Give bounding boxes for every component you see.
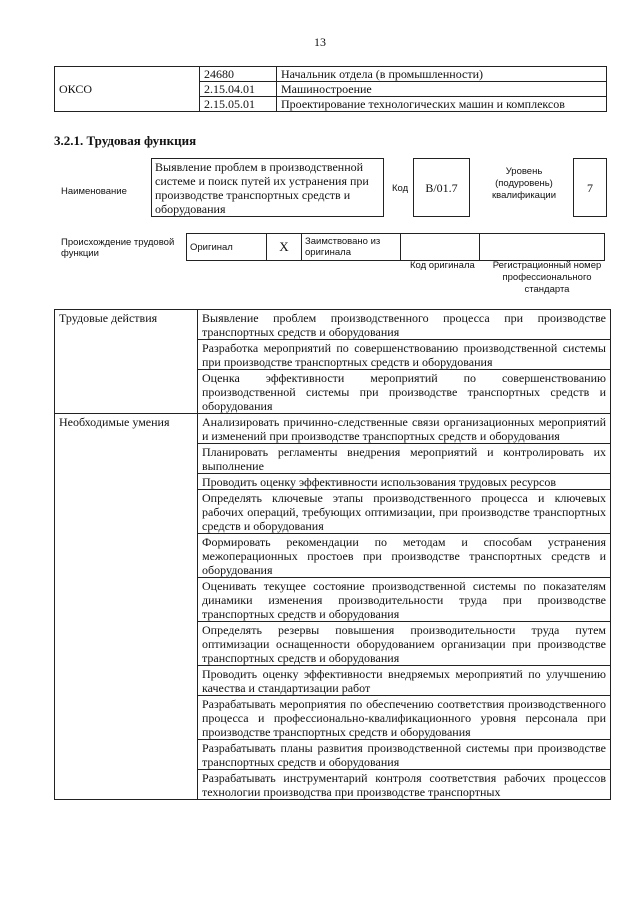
skill-item: Разрабатывать инструментарий контроля соответствия рабочих процессов технологии производства при производстве транспортных (198, 770, 611, 800)
skill-item: Оценивать текущее состояние производственной системы по показателям динамики изменения производительности труда при производстве транспортных средств и оборудования (198, 578, 611, 622)
skill-item: Определять резервы повышения производительности труда путем оптимизации оснащенности оборудованием организации при производстве транспортных средств и оборудования (198, 622, 611, 666)
okso-label: ОКСО (55, 67, 200, 112)
labor-action-item: Выявление проблем производственного процесса при производстве транспортных средств и оборудования (198, 310, 611, 340)
code-label: Код (392, 183, 409, 194)
labor-action-item: Оценка эффективности мероприятий по совершенствованию производственной системы при производстве транспортных средств и оборудования (198, 370, 611, 414)
name-label: Наименование (61, 186, 127, 197)
okso-name: Машиностроение (277, 82, 607, 97)
skill-item: Анализировать причинно-следственные связи организационных мероприятий и изменений при производстве транспортных средств и оборудования (198, 414, 611, 444)
skill-item: Планировать регламенты внедрения мероприятий и контролировать их выполнение (198, 444, 611, 474)
origin-mark: X (267, 234, 302, 261)
labor-actions-label: Трудовые действия (55, 310, 198, 414)
reg-number-cell (480, 234, 605, 261)
level-label: Уровень (подуровень) квалификации (491, 166, 557, 201)
skill-item: Проводить оценку эффективности использования трудовых ресурсов (198, 474, 611, 490)
reg-number-label: Регистрационный номер профессионального стандарта (492, 260, 602, 295)
skill-item: Формировать рекомендации по методам и способам устранения межоперационных простоев при производстве транспортных средств и оборудования (198, 534, 611, 578)
okso-name: Проектирование технологических машин и комплексов (277, 97, 607, 112)
skill-item: Определять ключевые этапы производственного процесса и ключевых рабочих операций, требующих оптимизации, при производстве транспортных средств и оборудования (198, 490, 611, 534)
original-code-label: Код оригинала (410, 260, 475, 271)
page-number: 13 (314, 35, 326, 49)
function-details-table (54, 309, 611, 800)
function-level: 7 (573, 158, 607, 217)
section-title: 3.2.1. Трудовая функция (54, 133, 197, 148)
table-row (55, 310, 611, 340)
origin-borrowed: Заимствовано из оригинала (302, 234, 401, 261)
skill-item: Проводить оценку эффективности внедряемых мероприятий по улучшению качества и стандартизации работ (198, 666, 611, 696)
origin-label: Происхождение трудовой функции (61, 237, 175, 259)
labor-action-item: Разработка мероприятий по совершенствованию производственной системы при производстве транспортных средств и оборудования (198, 340, 611, 370)
okso-row (55, 67, 607, 82)
function-name: Выявление проблем в производственной системе и поиск путей их устранения при производстве транспортных средств и оборудования (151, 158, 384, 217)
table-row (55, 414, 611, 444)
okso-table (54, 66, 607, 112)
okso-code: 2.15.04.01 (200, 82, 277, 97)
required-skills-label: Необходимые умения (55, 414, 198, 800)
original-code-cell (401, 234, 480, 261)
skill-item: Разрабатывать мероприятия по обеспечению соответствия производственного процесса и профессионально-квалификационного уровня персонала при производстве транспортных средств и оборудования (198, 696, 611, 740)
okso-code: 2.15.05.01 (200, 97, 277, 112)
function-code: B/01.7 (413, 158, 470, 217)
origin-table (186, 233, 605, 261)
skill-item: Разрабатывать планы развития производственной системы при производстве транспортных средств и оборудования (198, 740, 611, 770)
okso-name: Начальник отдела (в промышленности) (277, 67, 607, 82)
origin-original: Оригинал (187, 234, 267, 261)
okso-code: 24680 (200, 67, 277, 82)
